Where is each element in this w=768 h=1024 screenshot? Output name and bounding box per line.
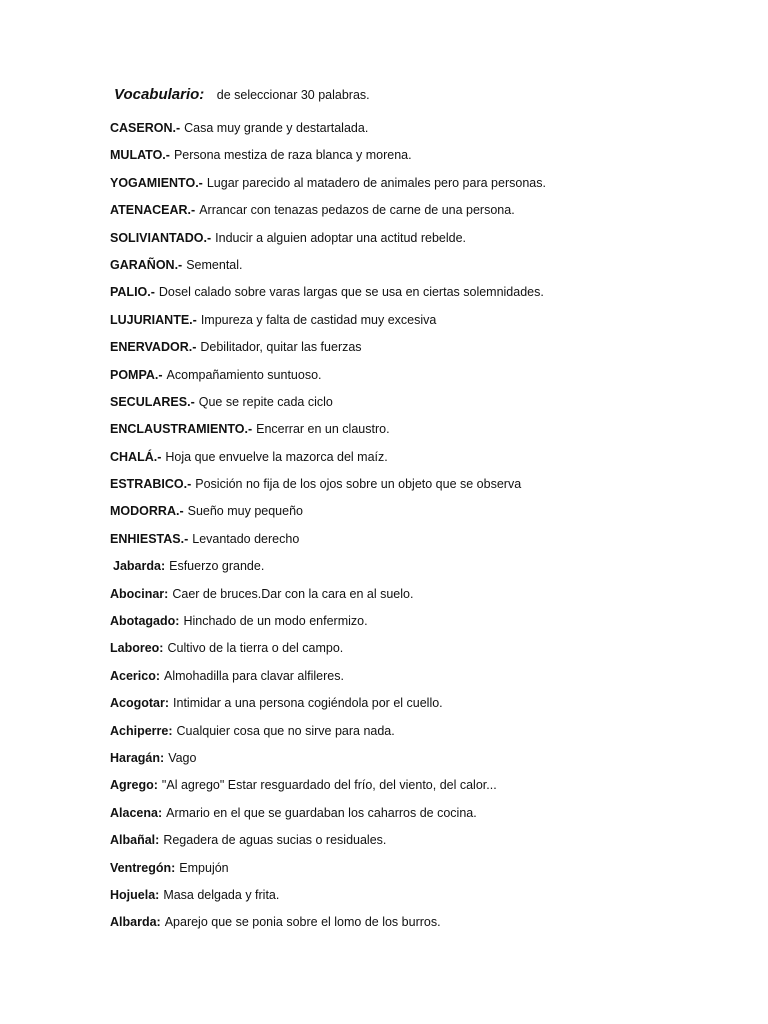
- entry-term: GARAÑON.-: [110, 257, 183, 272]
- vocabulary-header: [114, 86, 370, 104]
- vocabulary-entry: [110, 693, 730, 720]
- entry-definition: Debilitador, quitar las fuerzas: [200, 340, 362, 355]
- vocabulary-entry: [110, 474, 730, 501]
- entry-term: ENCLAUSTRAMIENTO.-: [110, 422, 253, 437]
- entry-definition: Semental.: [186, 257, 243, 272]
- entry-term: Ventregón:: [110, 860, 176, 875]
- entry-term: ENHIESTAS.-: [110, 531, 189, 546]
- entry-definition: Cualquier cosa que no sirve para nada.: [176, 723, 395, 738]
- entry-term: PALIO.-: [110, 285, 155, 300]
- vocabulary-entry: [110, 228, 730, 255]
- vocabulary-entry: [110, 803, 730, 830]
- vocabulary-entry: [110, 885, 730, 912]
- entry-definition: Persona mestiza de raza blanca y morena.: [173, 148, 412, 163]
- entry-term: Abotagado:: [110, 614, 180, 629]
- entry-definition: Esfuerzo grande.: [169, 559, 265, 574]
- entry-term: Hojuela:: [110, 887, 160, 902]
- vocabulary-entry: [110, 830, 730, 857]
- entry-definition: Inducir a alguien adoptar una actitud rebelde.: [215, 230, 467, 245]
- entry-term: Acerico:: [110, 668, 161, 683]
- entry-definition: Almohadilla para clavar alfileres.: [164, 668, 344, 683]
- entry-term: Albarda:: [110, 915, 161, 930]
- vocabulary-entry: [110, 556, 730, 583]
- entry-definition: Posición no fija de los ojos sobre un objeto que se observa: [195, 477, 522, 492]
- entry-term: Achiperre:: [110, 723, 173, 738]
- entry-term: SOLIVIANTADO.-: [110, 230, 212, 245]
- vocabulary-entry: [110, 337, 730, 364]
- entry-definition: Lugar parecido al matadero de animales pero para personas.: [206, 175, 546, 190]
- entry-definition: Vago: [168, 750, 197, 765]
- entry-term: ESTRABICO.-: [110, 477, 192, 492]
- entry-definition: Dosel calado sobre varas largas que se usa en ciertas solemnidades.: [158, 285, 544, 300]
- entry-definition: Aparejo que se ponia sobre el lomo de los burros.: [164, 915, 441, 930]
- vocabulary-entry: [110, 638, 730, 665]
- vocabulary-entry: [110, 173, 730, 200]
- entry-definition: Hoja que envuelve la mazorca del maíz.: [165, 449, 388, 464]
- entry-term: Alacena:: [110, 805, 163, 820]
- vocabulary-entry: [110, 365, 730, 392]
- vocabulary-entry: [110, 666, 730, 693]
- entry-term: MODORRA.-: [110, 504, 184, 519]
- vocabulary-entry: [110, 255, 730, 282]
- entry-definition: Masa delgada y frita.: [163, 887, 280, 902]
- entry-definition: Cultivo de la tierra o del campo.: [167, 641, 344, 656]
- entry-term: Agrego:: [110, 778, 158, 793]
- entry-term: LUJURIANTE.-: [110, 312, 197, 327]
- entry-definition: Caer de bruces.Dar con la cara en al suelo.: [172, 586, 414, 601]
- entry-term: ENERVADOR.-: [110, 340, 197, 355]
- entry-definition: Acompañamiento suntuoso.: [166, 367, 322, 382]
- vocabulary-entry: [110, 529, 730, 556]
- entry-definition: Impureza y falta de castidad muy excesiva: [200, 312, 437, 327]
- entry-definition: Intimidar a una persona cogiéndola por el cuello.: [173, 696, 443, 711]
- vocabulary-entry: [110, 447, 730, 474]
- entry-term: Jabarda:: [113, 559, 166, 574]
- vocabulary-entry: [110, 392, 730, 419]
- entry-definition: Empujón: [179, 860, 229, 875]
- vocabulary-entry: [110, 721, 730, 748]
- entry-term: CHALÁ.-: [110, 449, 162, 464]
- entry-term: MULATO.-: [110, 148, 170, 163]
- entry-term: Albañal:: [110, 833, 160, 848]
- entry-definition: Armario en el que se guardaban los caharros de cocina.: [166, 805, 477, 820]
- vocabulary-entry: [110, 501, 730, 528]
- entry-term: Haragán:: [110, 750, 165, 765]
- entry-definition: Arrancar con tenazas pedazos de carne de una persona.: [199, 203, 515, 218]
- vocabulary-entry: [110, 584, 730, 611]
- entry-term: SECULARES.-: [110, 394, 195, 409]
- vocabulary-entry: [110, 748, 730, 775]
- entry-definition: Casa muy grande y destartalada.: [184, 121, 369, 135]
- entry-term: YOGAMIENTO.-: [110, 175, 203, 190]
- vocabulary-entry: [110, 611, 730, 638]
- vocabulary-entry: [110, 858, 730, 885]
- vocabulary-entry: [110, 282, 730, 309]
- entry-definition: Hinchado de un modo enfermizo.: [183, 614, 368, 629]
- vocabulary-entry: [110, 145, 730, 172]
- entry-term: Acogotar:: [110, 696, 170, 711]
- entry-definition: Encerrar en un claustro.: [256, 422, 390, 437]
- entry-term: POMPA.-: [110, 367, 163, 382]
- entry-term: Abocinar:: [110, 586, 169, 601]
- vocabulary-list: [110, 118, 730, 940]
- entry-definition: Regadera de aguas sucias o residuales.: [163, 833, 387, 848]
- vocabulary-title: Vocabulario:: [114, 86, 205, 103]
- vocabulary-note: de seleccionar 30 palabras.: [216, 88, 370, 102]
- entry-definition: "Al agrego" Estar resguardado del frío, del viento, del calor...: [161, 778, 497, 793]
- vocabulary-entry: [110, 419, 730, 446]
- entry-definition: Sueño muy pequeño: [187, 504, 303, 519]
- entry-definition: Que se repite cada ciclo: [198, 394, 333, 409]
- vocabulary-entry: [110, 775, 730, 802]
- vocabulary-entry: [110, 310, 730, 337]
- vocabulary-entry: [110, 118, 730, 145]
- entry-term: CASERON.-: [110, 121, 181, 135]
- vocabulary-entry: [110, 912, 730, 939]
- entry-term: ATENACEAR.-: [110, 203, 196, 218]
- vocabulary-entry: [110, 200, 730, 227]
- entry-term: Laboreo:: [110, 641, 164, 656]
- entry-definition: Levantado derecho: [192, 531, 300, 546]
